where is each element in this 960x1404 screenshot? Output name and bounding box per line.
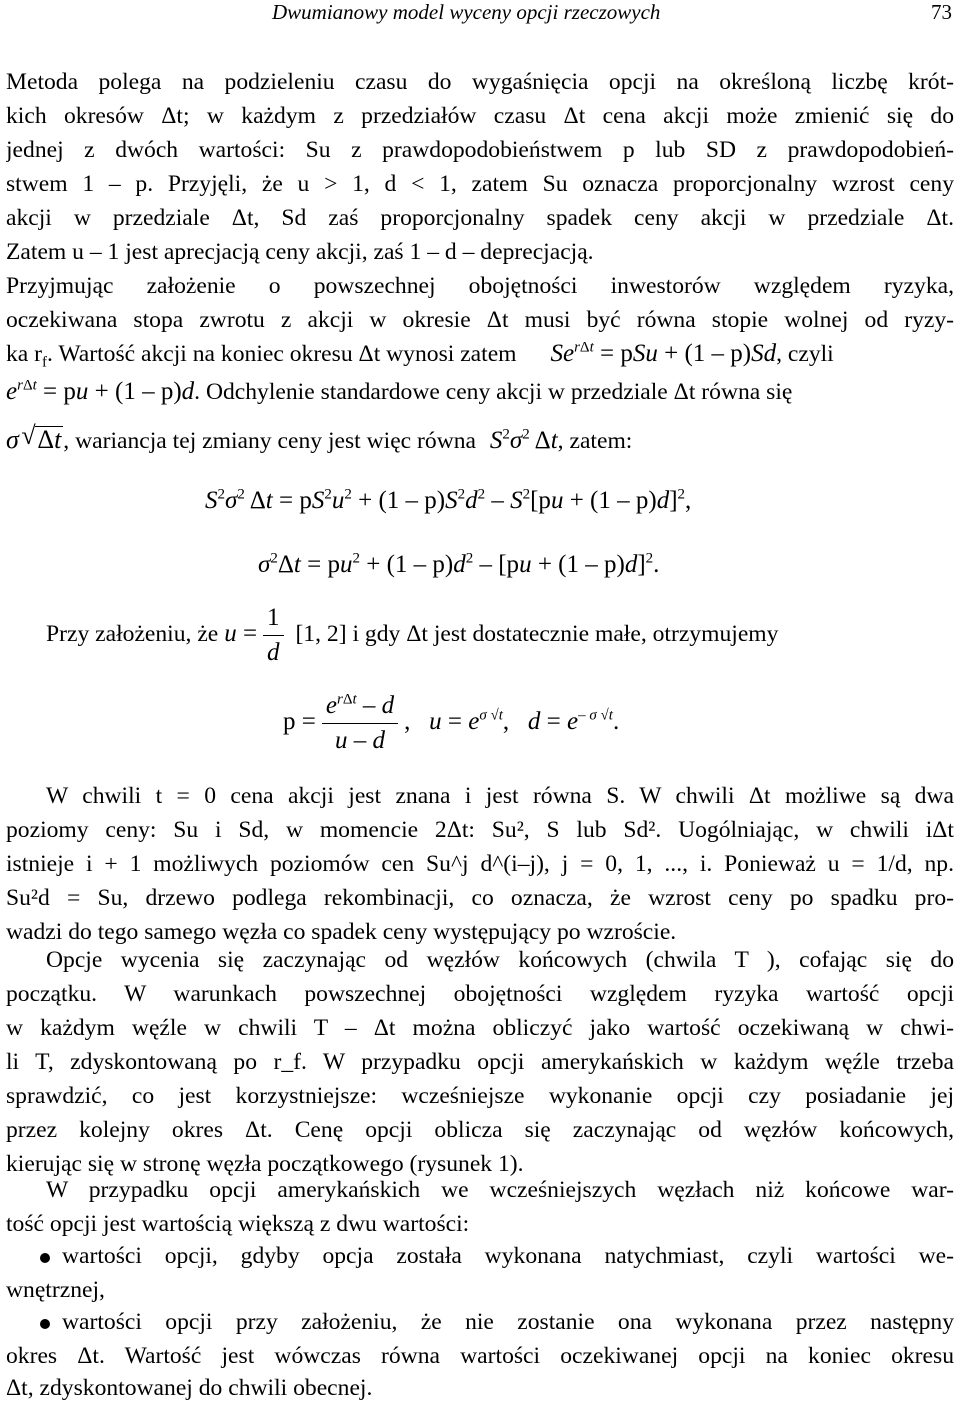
text-fragment: . Odchylenie standardowe ceny akcji w przedziale Δt równa się [194,379,793,405]
text-fragment: ka r [6,341,43,367]
para3-line: istnieje i + 1 możliwych poziomów cen Su^j d^(i–j), j = 0, 1, ..., i. Ponieważ u = 1/d, np. [6,851,954,877]
equation-probabilities: p = $\frac{e^{r\Delta t} - d}{u - d}$ , $u = e^{\sigma √t}$, $d = e^{- \sigma √t}$. [283,688,619,758]
line-4 [6,376,954,408]
para1-line: stwem 1 – p. Przyjęli, że u > 1, d < 1, zatem Su oznacza proporcjonalny wzrost ceny [6,171,954,197]
inline-formula-discount: $e^{r\Delta t}$ = pu + (1 – p)d [6,377,195,405]
para1-line: jednej z dwóch wartości: Su z prawdopodobieństwem p lub SD z prawdopodobień- [6,137,954,163]
line-5 [6,424,954,457]
bullet-text: wartości opcji przy założeniu, że nie zostanie ona wykonana przez następny [62,1309,954,1335]
para4-line: li T, zdyskontowaną po r_f. W przypadku opcji amerykańskich w każdym węźle trzeba [6,1049,954,1075]
para1-line: Metoda polega na podzieleniu czasu do wygaśnięcia opcji na określoną liczbę krót- [6,69,954,95]
para5-line: tość opcji jest wartością większą z dwu wartości: [6,1211,470,1237]
para3-line: wadzi do tego samego węzła co spadek ceny występujący po wzroście. [6,919,677,945]
bullet-icon [40,1319,50,1329]
page-number: 73 [931,0,952,24]
text-fragment: Przy założeniu, że [46,621,219,647]
bullet-text: wartości opcji, gdyby opcja została wykonana natychmiast, czyli wartości we- [62,1243,954,1269]
para1-line: Zatem u – 1 jest aprecjacją ceny akcji, zaś 1 – d – deprecjacją. [6,239,594,265]
bullet-item-1 [36,1240,954,1272]
para5-line: W przypadku opcji amerykańskich we wcześniejszych węzłach niż końcowe war- [46,1177,954,1203]
line-7 [46,600,960,670]
para4-line: sprawdzić, co jest korzystniejsze: wcześniejsze wykonanie opcji czy posiadanie jej [6,1083,954,1109]
bullet-item-2 [36,1306,954,1338]
para4-line: w każdym węźle w chwili T – Δt można obliczyć jako wartość oczekiwaną w chwi- [6,1015,954,1041]
para4-line: Opcje wycenia się zaczynając od węzłów końcowych (chwila T ), cofając się do [46,947,954,973]
para2-line: oczekiwana stopa zwrotu z akcji w okresie Δt musi być równa stopie wolnej od ryzy- [6,307,954,333]
inline-formula-expectation: $Se^{r\Delta t}$ = pSu + (1 – p)Sd [550,339,777,367]
para1-line: kich okresów Δt; w każdym z przedziałów czasu Δt cena akcji może zmienić się do [6,103,954,129]
bullet-item-2-cont: okres Δt. Wartość jest wówczas równa wartości oczekiwanej opcji na koniec okresu [6,1343,954,1369]
running-title: Dwumianowy model wyceny opcji rzeczowych [272,0,661,24]
text-fragment: , czyli [776,341,834,367]
para3-line: Su²d = Su, drzewo podlega rekombinacji, co oznacza, że wzrost ceny po spadku pro- [6,885,954,911]
para4-line: przez kolejny okres Δt. Cenę opcji oblicza się zaczynając od węzłów końcowych, [6,1117,954,1143]
inline-formula-u: u = $\frac{1}{d}$ [224,620,289,647]
text-fragment: , zatem: [557,428,633,454]
equation-variance-full: $S^2\sigma^2$ $\Delta t = pS^2u^2 + (1 - p)S^2d^2 - S^2[pu + (1 - p)d]^2$, [205,486,692,514]
text-fragment: , wariancja tej zmiany ceny jest więc równa [63,428,477,454]
equation-variance-reduced: $\sigma^2\Delta t = pu^2 + (1 - p)d^2 - [pu + (1 - p)d]^2$. [258,550,660,578]
subscript-f: f [42,354,48,371]
para4-line: początku. W warunkach powszechnej obojętności względem ryzyka wartość opcji [6,981,954,1007]
para2-line: Przyjmując założenie o powszechnej obojętności inwestorów względem ryzyka, [6,273,954,299]
inline-formula-sigma-sqrt: σ √ Δt [6,425,63,454]
text-fragment: [1, 2] i gdy Δt jest dostatecznie małe, otrzymujemy [295,621,779,647]
para1-line: akcji w przedziale Δt, Sd zaś proporcjonalny spadek ceny akcji w przedziale Δt. [6,205,954,231]
text-fragment: . Wartość akcji na koniec okresu Δt wynosi zatem [47,341,517,367]
bullet-item-2-cont: Δt, zdyskontowanej do chwili obecnej. [6,1375,373,1401]
para3-line: W chwili t = 0 cena akcji jest znana i jest równa S. W chwili Δt możliwe są dwa [46,783,954,809]
para4-line: kierując się w stronę węzła początkowego (rysunek 1). [6,1151,524,1177]
bullet-item-1-cont: wnętrznej, [6,1277,105,1303]
para3-line: poziomy ceny: Su i Sd, w momencie 2Δt: Su², S lub Sd². Uogólniając, w chwili iΔt [6,817,954,843]
inline-formula-variance: $S^2\sigma^2$ Δt [489,426,558,454]
bullet-icon [40,1253,50,1263]
para2-line-3 [6,338,954,370]
